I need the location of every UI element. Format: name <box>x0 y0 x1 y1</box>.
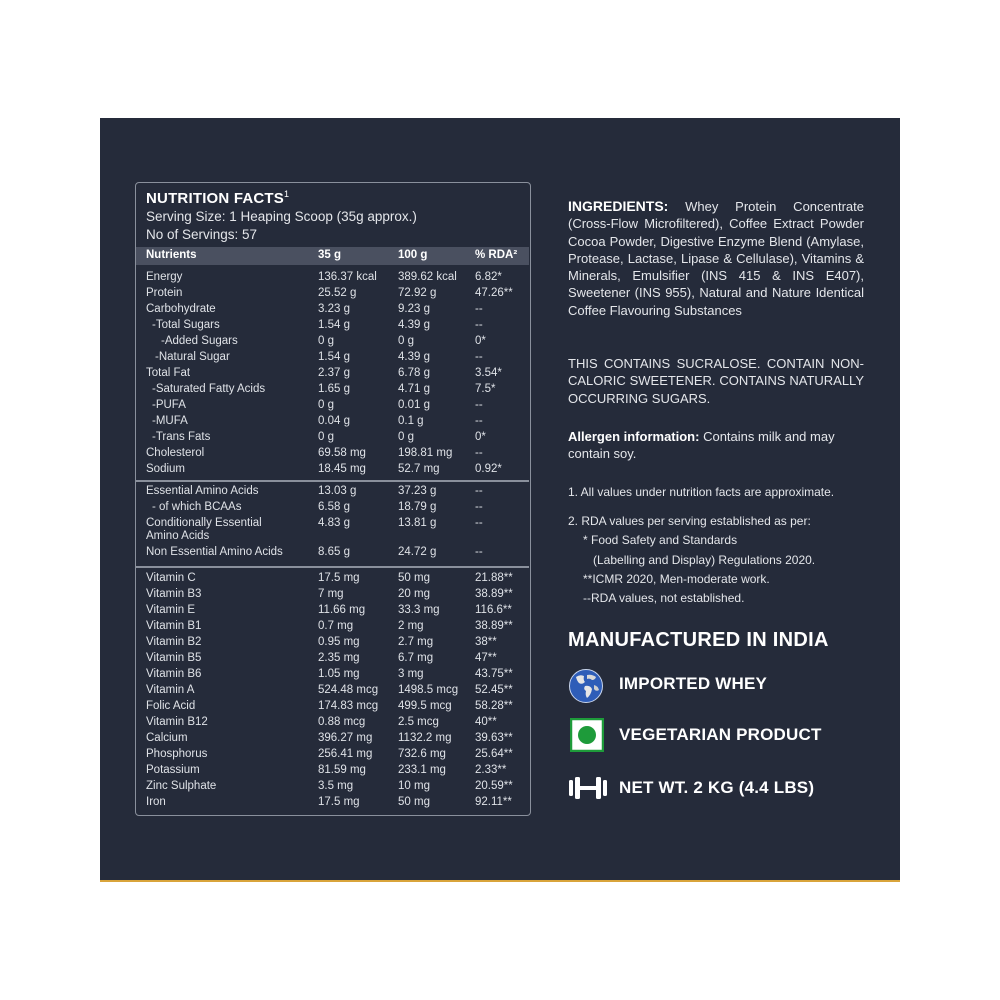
nutrient-row <box>136 415 529 431</box>
nutrient-row <box>136 636 529 652</box>
vegetarian-label: VEGETARIAN PRODUCT <box>619 725 822 744</box>
header-nutrients: Nutrients <box>146 249 197 261</box>
amount-per-100g: 33.3 mg <box>398 604 440 616</box>
allergen-text: Contains milk and may contain soy. <box>568 429 835 462</box>
nutrient-row <box>136 463 529 479</box>
group-divider <box>136 566 529 568</box>
nutrient-name: Folic Acid <box>146 700 196 712</box>
amount-per-serving: 6.58 g <box>318 501 350 513</box>
amount-per-100g: 24.72 g <box>398 546 437 558</box>
nutrient-name: Non Essential Amino Acids <box>146 546 283 558</box>
nutrient-row <box>136 572 529 588</box>
amount-per-100g: 20 mg <box>398 588 430 600</box>
imported-whey-label: IMPORTED WHEY <box>619 674 768 693</box>
amount-per-100g: 1498.5 mcg <box>398 684 459 696</box>
amount-per-serving: 396.27 mg <box>318 732 373 744</box>
amount-per-100g: 389.62 kcal <box>398 271 457 283</box>
note-2b: (Labelling and Display) Regulations 2020. <box>593 553 816 567</box>
nutrient-row <box>136 383 529 399</box>
amount-per-serving: 1.54 g <box>318 319 350 331</box>
amount-per-serving: 4.83 g <box>318 517 350 529</box>
nutrient-name: -Natural Sugar <box>155 351 230 363</box>
amount-per-serving: 174.83 mcg <box>318 700 379 712</box>
amount-per-100g: 2.5 mcg <box>398 716 439 728</box>
nutrient-row <box>136 604 529 620</box>
amount-per-100g: 6.78 g <box>398 367 430 379</box>
nutrition-header-row <box>136 247 529 265</box>
nutrient-row <box>136 501 529 517</box>
nutrient-name: Vitamin E <box>146 604 196 616</box>
amount-per-serving: 25.52 g <box>318 287 357 299</box>
nutrient-row <box>136 700 529 716</box>
amount-per-100g: 52.7 mg <box>398 463 440 475</box>
note-2: 2. RDA values per serving established as per: <box>568 514 811 528</box>
nutrient-row <box>136 335 529 351</box>
header-rda: % RDA² <box>475 249 518 261</box>
amount-per-serving: 81.59 mg <box>318 764 366 776</box>
nutrient-row <box>136 367 529 383</box>
nutrient-name: Calcium <box>146 732 188 744</box>
rda-percent: -- <box>475 517 483 529</box>
amount-per-100g: 13.81 g <box>398 517 437 529</box>
amount-per-100g: 3 mg <box>398 668 424 680</box>
nutrient-row <box>136 716 529 732</box>
rda-percent: -- <box>475 303 483 315</box>
amount-per-100g: 50 mg <box>398 572 430 584</box>
nutrient-row <box>136 271 529 287</box>
rda-percent: 6.82* <box>475 271 502 283</box>
nutrient-name: Iron <box>146 796 166 808</box>
allergen-block <box>568 428 878 463</box>
amount-per-serving: 0.95 mg <box>318 636 360 648</box>
rda-percent: -- <box>475 501 483 513</box>
nutrient-name: Zinc Sulphate <box>146 780 217 792</box>
nutrient-name: -Total Sugars <box>152 319 220 331</box>
rda-percent: 43.75** <box>475 668 513 680</box>
nutrient-name: Vitamin B6 <box>146 668 202 680</box>
amount-per-serving: 0.04 g <box>318 415 350 427</box>
nutrient-name: -Trans Fats <box>152 431 211 443</box>
nutrient-name: -Added Sugars <box>161 335 238 347</box>
rda-percent: 25.64** <box>475 748 513 760</box>
nutrient-name: Vitamin A <box>146 684 195 696</box>
nutrient-name: Vitamin B12 <box>146 716 208 728</box>
nutrient-row <box>136 764 529 780</box>
nutrition-title: NUTRITION FACTS$^1$ <box>146 189 290 207</box>
nutrient-name: Vitamin B1 <box>146 620 202 632</box>
nutrient-row <box>136 652 529 668</box>
amount-per-serving: 3.23 g <box>318 303 350 315</box>
vegetarian-icon <box>570 718 604 752</box>
rda-percent: 47.26** <box>475 287 513 299</box>
nutrient-row <box>136 668 529 684</box>
nutrient-row <box>136 431 529 447</box>
note-2c: **ICMR 2020, Men-moderate work. <box>583 572 770 586</box>
nutrient-name: Sodium <box>146 463 185 475</box>
amount-per-100g: 37.23 g <box>398 485 437 497</box>
amount-per-100g: 0 g <box>398 335 414 347</box>
rda-percent: -- <box>475 546 483 558</box>
ingredients-block <box>568 198 864 319</box>
rda-percent: -- <box>475 319 483 331</box>
amount-per-100g: 4.71 g <box>398 383 430 395</box>
amount-per-100g: 9.23 g <box>398 303 430 315</box>
rda-percent: -- <box>475 447 483 459</box>
amount-per-serving: 1.05 mg <box>318 668 360 680</box>
nutrient-row <box>136 780 529 796</box>
nutrient-name: -PUFA <box>152 399 186 411</box>
amount-per-serving: 524.48 mcg <box>318 684 379 696</box>
nutrient-name: Phosphorus <box>146 748 208 760</box>
amount-per-serving: 3.5 mg <box>318 780 354 792</box>
amount-per-serving: 2.35 mg <box>318 652 360 664</box>
nutrient-row <box>136 546 529 562</box>
amount-per-serving: 1.65 g <box>318 383 350 395</box>
rda-percent: 38.89** <box>475 588 513 600</box>
amount-per-serving: 136.37 kcal <box>318 271 377 283</box>
nutrient-name: -MUFA <box>152 415 188 427</box>
nutrient-row <box>136 351 529 367</box>
rda-percent: 39.63** <box>475 732 513 744</box>
nutrient-name: Total Fat <box>146 367 191 379</box>
amount-per-serving: 13.03 g <box>318 485 357 497</box>
nutrient-name: -Saturated Fatty Acids <box>152 383 266 395</box>
nutrient-name: Potassium <box>146 764 200 776</box>
nutrient-name: Vitamin B3 <box>146 588 202 600</box>
allergen-heading: Allergen information: <box>568 429 700 444</box>
amount-per-100g: 233.1 mg <box>398 764 446 776</box>
dumbbell-icon <box>568 776 608 800</box>
amount-per-serving: 69.58 mg <box>318 447 366 459</box>
rda-percent: 0* <box>475 431 486 443</box>
rda-percent: 0.92* <box>475 463 502 475</box>
title-superscript: 1 <box>284 189 290 199</box>
servings-count: No of Servings: 57 <box>146 227 258 242</box>
rda-percent: 0* <box>475 335 486 347</box>
rda-percent: -- <box>475 485 483 497</box>
rda-percent: 116.6** <box>475 604 512 616</box>
rda-percent: 52.45** <box>475 684 513 696</box>
globe-icon <box>568 668 604 704</box>
amount-per-100g: 72.92 g <box>398 287 437 299</box>
amount-per-100g: 0.1 g <box>398 415 424 427</box>
nutrient-name: Carbohydrate <box>146 303 216 315</box>
note-2a: * Food Safety and Standards <box>583 533 738 547</box>
rda-percent: -- <box>475 399 483 411</box>
amount-per-serving: 2.37 g <box>318 367 350 379</box>
rda-percent: 38** <box>475 636 497 648</box>
nutrient-row <box>136 319 529 335</box>
nutrient-row <box>136 684 529 700</box>
nutrient-name: Vitamin B5 <box>146 652 202 664</box>
amount-per-serving: 1.54 g <box>318 351 350 363</box>
nutrient-name: Energy <box>146 271 183 283</box>
rda-percent: 92.11** <box>475 796 512 808</box>
nutrient-row <box>136 748 529 764</box>
note-1: 1. All values under nutrition facts are approximate. <box>568 485 835 499</box>
nutrient-row <box>136 303 529 319</box>
amount-per-100g: 18.79 g <box>398 501 437 513</box>
amount-per-serving: 11.66 mg <box>318 604 366 616</box>
ingredients-heading: INGREDIENTS: <box>568 198 669 214</box>
amount-per-serving: 0 g <box>318 335 334 347</box>
net-weight-label: NET WT. 2 KG (4.4 LBS) <box>619 778 815 797</box>
rda-percent: -- <box>475 351 483 363</box>
serving-size: Serving Size: 1 Heaping Scoop (35g approx.) <box>146 209 417 224</box>
nutrient-row <box>136 732 529 748</box>
amount-per-serving: 0.7 mg <box>318 620 354 632</box>
nutrition-facts-box <box>135 182 531 816</box>
nutrient-row <box>136 588 529 604</box>
rda-percent: 47** <box>475 652 497 664</box>
rda-percent: 20.59** <box>475 780 513 792</box>
amount-per-100g: 2.7 mg <box>398 636 434 648</box>
amount-per-100g: 2 mg <box>398 620 424 632</box>
nutrient-name: - of which BCAAs <box>152 501 242 513</box>
nutrient-row <box>136 399 529 415</box>
amount-per-100g: 4.39 g <box>398 319 430 331</box>
amount-per-100g: 732.6 mg <box>398 748 446 760</box>
rda-percent: 21.88** <box>475 572 513 584</box>
rda-percent: 38.89** <box>475 620 513 632</box>
amount-per-100g: 499.5 mcg <box>398 700 452 712</box>
group-divider <box>136 480 529 482</box>
amount-per-100g: 0 g <box>398 431 414 443</box>
nutrient-name: Essential Amino Acids <box>146 485 259 497</box>
rda-percent: -- <box>475 415 483 427</box>
amount-per-serving: 7 mg <box>318 588 344 600</box>
amount-per-serving: 0.88 mcg <box>318 716 366 728</box>
amount-per-100g: 4.39 g <box>398 351 430 363</box>
nutrient-name: Vitamin B2 <box>146 636 202 648</box>
manufactured-heading: MANUFACTURED IN INDIA <box>568 629 829 651</box>
ingredients-text: Whey Protein Concentrate (Cross-Flow Microfiltered), Coffee Extract Powder Cocoa Powder, Digestive Enzyme Blend (Amylase, Protease, Lactase, Lipase & Cellulase), Vitamins & Minerals, Emulsifier (INS 415 & INS E407), Sweetener (INS 955), Natural and Nature Identical Coffee Flavouring Substances <box>568 199 864 318</box>
amount-per-serving: 256.41 mg <box>318 748 373 760</box>
nutrient-name: Cholesterol <box>146 447 205 459</box>
nutrient-name: Vitamin C <box>146 572 196 584</box>
rda-percent: 7.5* <box>475 383 496 395</box>
nutrient-row <box>136 517 529 545</box>
rda-percent: 3.54* <box>475 367 502 379</box>
amount-per-serving: 0 g <box>318 431 334 443</box>
note-2d: --RDA values, not established. <box>583 591 745 605</box>
amount-per-100g: 6.7 mg <box>398 652 434 664</box>
amount-per-serving: 18.45 mg <box>318 463 366 475</box>
amount-per-serving: 8.65 g <box>318 546 350 558</box>
header-100g: 100 g <box>398 249 428 261</box>
nutrient-row <box>136 796 529 812</box>
header-35g: 35 g <box>318 249 342 261</box>
amount-per-serving: 17.5 mg <box>318 572 360 584</box>
nutrient-row <box>136 287 529 303</box>
accent-line <box>100 880 900 882</box>
amount-per-100g: 50 mg <box>398 796 430 808</box>
nutrient-name: Protein <box>146 287 183 299</box>
nutrient-row <box>136 620 529 636</box>
amount-per-100g: 10 mg <box>398 780 430 792</box>
rda-percent: 58.28** <box>475 700 513 712</box>
amount-per-serving: 0 g <box>318 399 334 411</box>
amount-per-100g: 0.01 g <box>398 399 430 411</box>
amount-per-100g: 198.81 mg <box>398 447 453 459</box>
amount-per-100g: 1132.2 mg <box>398 732 452 744</box>
nutrient-name: Conditionally Essential Amino Acids <box>146 517 262 542</box>
rda-percent: 2.33** <box>475 764 507 776</box>
nutrient-row <box>136 485 529 501</box>
rda-percent: 40** <box>475 716 497 728</box>
nutrient-row <box>136 447 529 463</box>
amount-per-serving: 17.5 mg <box>318 796 360 808</box>
sucralose-notice: THIS CONTAINS SUCRALOSE. CONTAIN NON-CALORIC SWEETENER. CONTAINS NATURALLY OCCURRING SUGARS. <box>568 356 864 406</box>
